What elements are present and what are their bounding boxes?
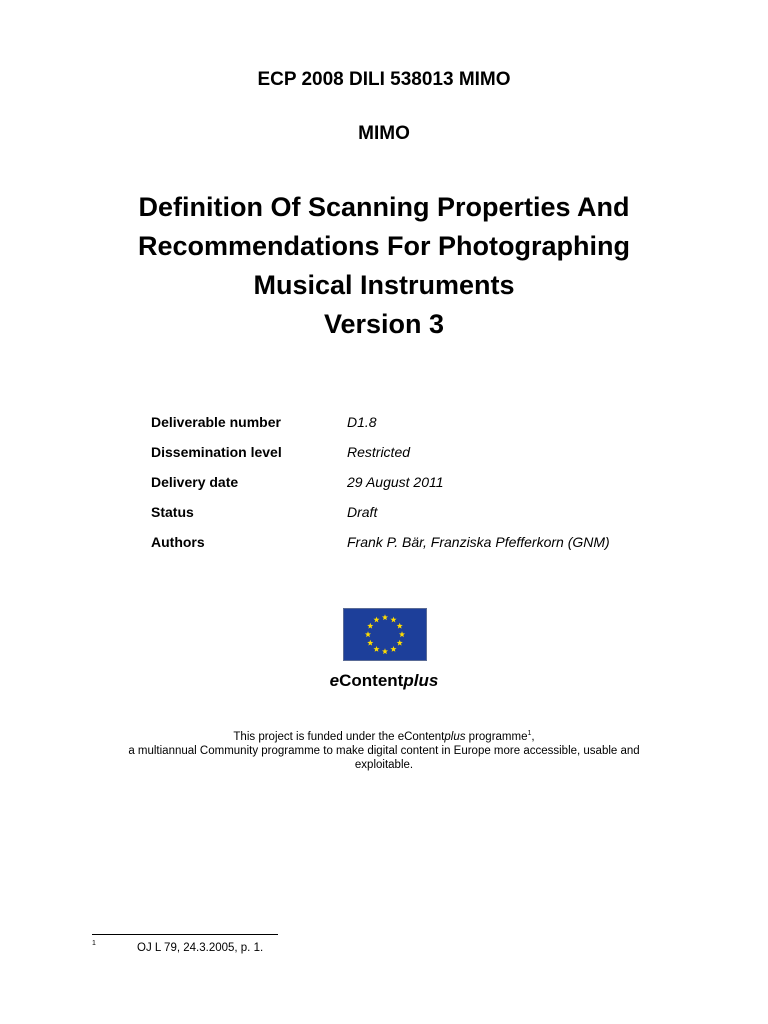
logo-prefix: e <box>329 671 340 690</box>
logo-suffix: plus <box>403 671 439 690</box>
funding-line-3: exploitable. <box>354 758 414 771</box>
metadata-label: Deliverable number <box>151 414 281 430</box>
star-icon <box>373 617 379 623</box>
metadata-value: D1.8 <box>347 414 377 430</box>
star-icon <box>382 614 388 620</box>
metadata-value: Frank P. Bär, Franziska Pfefferkorn (GNM) <box>347 534 610 550</box>
star-icon <box>367 640 373 646</box>
metadata-row-dissemination-level <box>151 444 691 474</box>
econtentplus-logo <box>0 671 768 691</box>
document-title <box>0 188 768 344</box>
project-acronym: MIMO <box>358 123 410 144</box>
funding-statement <box>60 727 708 772</box>
title-line: Recommendations For Photographing <box>137 231 630 261</box>
funding-text: This project is funded under the e <box>233 730 405 743</box>
star-icon <box>373 646 379 652</box>
footnote-mark: 1 <box>92 940 96 947</box>
metadata-row-delivery-date <box>151 474 691 504</box>
metadata-value: Draft <box>347 504 378 520</box>
funding-text: programme <box>465 730 528 743</box>
title-line: Definition Of Scanning Properties And <box>138 192 630 222</box>
star-icon <box>367 623 373 629</box>
logo-main: Content <box>339 671 404 690</box>
footnote-reference: 1 <box>527 730 532 737</box>
metadata-row-status <box>151 504 691 534</box>
metadata-value: Restricted <box>347 444 411 460</box>
funding-text: , <box>531 730 535 743</box>
funding-text-italic: plus <box>444 730 466 743</box>
star-icon <box>382 648 388 654</box>
eu-flag-icon <box>343 608 427 661</box>
star-icon <box>390 617 396 623</box>
deliverable-metadata-table <box>151 414 691 564</box>
star-icon <box>397 640 403 646</box>
project-code: ECP 2008 DILI 538013 MIMO <box>257 69 511 90</box>
star-icon <box>365 631 371 637</box>
metadata-label: Dissemination level <box>151 444 282 460</box>
metadata-label: Status <box>151 504 194 520</box>
funding-line-2: a multiannual Community programme to make digital content in Europe more accessible, usable and <box>128 744 640 757</box>
footnote-text: OJ L 79, 24.3.2005, p. 1. <box>137 942 264 954</box>
funding-text: Content <box>404 730 445 743</box>
title-version: Version 3 <box>323 309 445 339</box>
metadata-label: Authors <box>151 534 205 550</box>
eu-stars-icon <box>344 609 426 660</box>
star-icon <box>397 623 403 629</box>
metadata-row-deliverable-number <box>151 414 691 444</box>
funding-line-1 <box>60 727 708 744</box>
title-line: Musical Instruments <box>253 270 515 300</box>
footnote-divider <box>92 934 278 935</box>
star-icon <box>399 631 405 637</box>
metadata-row-authors <box>151 534 691 564</box>
metadata-value: 29 August 2011 <box>347 474 444 490</box>
star-icon <box>390 646 396 652</box>
metadata-label: Delivery date <box>151 474 239 490</box>
